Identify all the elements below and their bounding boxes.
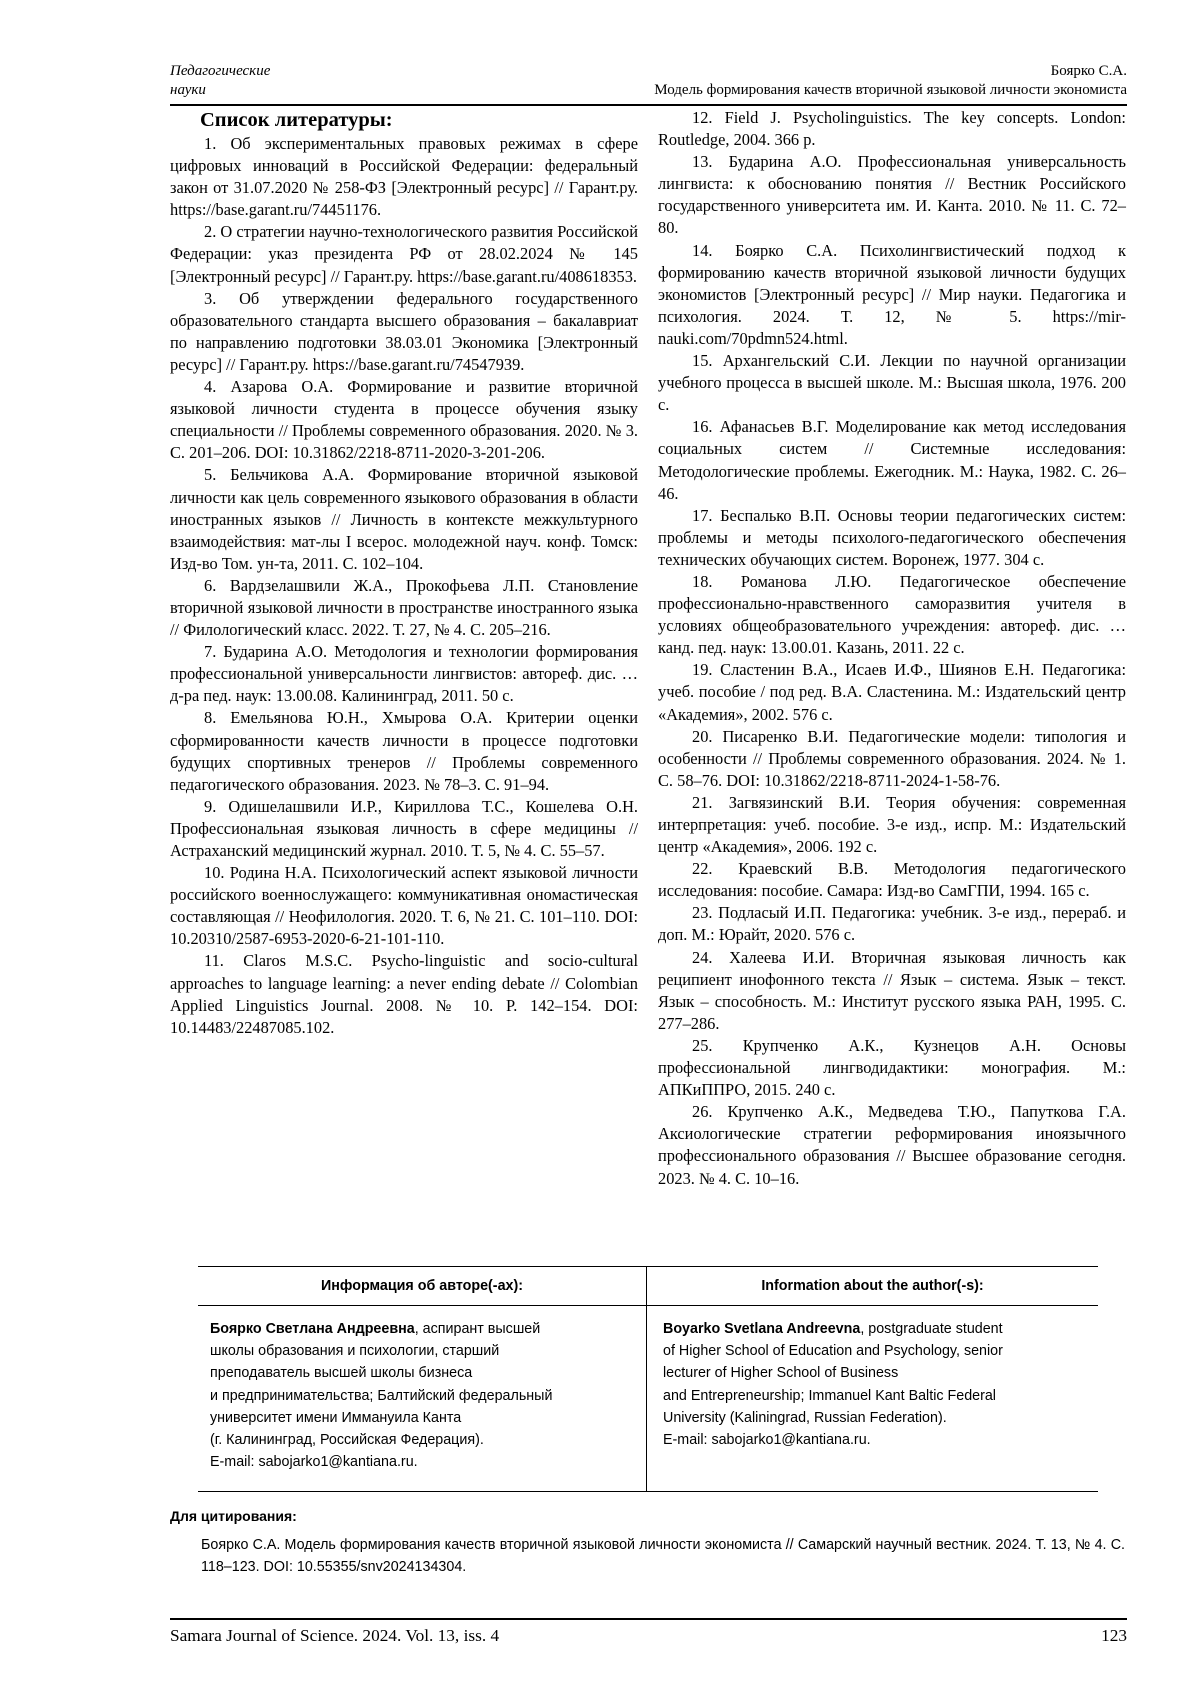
author-line: (г. Калининград, Российская Федерация). [210,1432,484,1448]
author-name-en: Boyarko Svetlana Andreevna [663,1321,860,1337]
reference-item: 15. Архангельский С.И. Лекции по научной организации учебного процесса в высшей школе. М.: Высшая школа, 1976. 200 с. [658,350,1126,416]
reference-item: 3. Об утверждении федерального государственного образовательного стандарта высшего образования – бакалавриат по направлению подготовки 38.03.01 Экономика [Электронный ресурс] // Гарант.ру. https://base.garant.ru/74547939. [170,288,638,376]
reference-item: 8. Емельянова Ю.Н., Хмырова О.А. Критерии оценки сформированности качеств личности в процессе подготовки будущих спортивных тренеров // Проблемы современного педагогического образования. 2023. № 78–3. С. 91–94. [170,707,638,795]
reference-item: 5. Бельчикова А.А. Формирование вторичной языковой личности как цель современного языкового образования в области иностранных языков // Личность в контексте межкультурного взаимодействия: мат-лы I всерос. молодежной науч. конф. Томск: Изд-во Том. ун-та, 2011. С. 102–104. [170,464,638,574]
reference-item: 22. Краевский В.В. Методология педагогического исследования: пособие. Самара: Изд-во СамГПИ, 1994. 165 с. [658,858,1126,902]
page-footer [170,1618,1127,1624]
reference-item: 12. Field J. Psycholinguistics. The key concepts. London: Routledge, 2004. 366 p. [658,107,1126,151]
author-info-heading-en: Information about the author(-s): [647,1267,1098,1305]
running-head-article-title: Модель формирования качеств вторичной языковой личности экономиста [654,81,1127,100]
running-head-right [654,62,1127,100]
running-head-author: Боярко С.А. [654,62,1127,81]
reference-item: 2. О стратегии научно-технологического развития Российской Федерации: указ президента РФ от 28.02.2024 № 145 [Электронный ресурс] // Гарант.ру. https://base.garant.ru/408618353. [170,221,638,287]
author-info-table [198,1266,1098,1492]
reference-item: 14. Боярко С.А. Психолингвистический подход к формированию качеств вторичной языковой личности будущих экономистов [Электронный ресурс] // Мир науки. Педагогика и психология. 2024. Т. 12, № 5. https://mir-nauki.com/70pdmn524.html. [658,240,1126,350]
citation-text: Боярко С.А. Модель формирования качеств вторичной языковой личности экономиста // Самарский научный вестник. 2024. Т. 13, № 4. С. 118–123. DOI: 10.55355/snv2024134304. [201,1534,1125,1578]
reference-item: 18. Романова Л.Ю. Педагогическое обеспечение профессионально-нравственного саморазвития учителя в условиях общеобразовательного учреждения: автореф. дис. … канд. пед. наук: 13.00.01. Казань, 2011. 22 с. [658,571,1126,659]
author-email-en: E-mail: sabojarko1@kantiana.ru. [663,1432,871,1448]
reference-item: 23. Подласый И.П. Педагогика: учебник. 3-е изд., перераб. и доп. М.: Юрайт, 2020. 576 с. [658,902,1126,946]
reference-item: 17. Беспалько В.П. Основы теории педагогических систем: проблемы и методы психолого-педагогического обеспечения технических обучающих систем. Воронеж, 1977. 304 с. [658,505,1126,571]
reference-item: 13. Бударина А.О. Профессиональная универсальность лингвиста: к обоснованию понятия // Вестник Российского государственного университета им. И. Канта. 2010. № 11. С. 72–80. [658,151,1126,239]
reference-item: 24. Халеева И.И. Вторичная языковая личность как реципиент инофонного текста // Язык – система. Язык – текст. Язык – способность. М.: Институт русского языка РАН, 1995. С. 277–286. [658,947,1126,1035]
reference-item: 10. Родина Н.А. Психологический аспект языковой личности российского военнослужащего: коммуникативная ономастическая составляющая // Неофилология. 2020. Т. 6, № 21. С. 101–110. DOI: 10.20310/2587-6953-2020-6-21-101-110. [170,862,638,950]
references-title: Список литературы: [200,108,393,132]
references-list-left [170,133,638,1039]
section-label: Педагогические науки [170,62,300,100]
references-list-right [658,107,1126,1190]
author-line: преподаватель высшей школы бизнеса [210,1365,472,1381]
reference-item: 1. Об экспериментальных правовых режимах в сфере цифровых инноваций в Российской Федерации: федеральный закон от 31.07.2020 № 258-ФЗ [Электронный ресурс] // Гарант.ру. https://base.garant.ru/74451176. [170,133,638,221]
table-divider-horizontal [198,1305,1098,1306]
author-line: и предпринимательства; Балтийский федеральный [210,1388,552,1404]
running-head [170,62,1127,106]
author-info-en [663,1318,1083,1451]
author-line: школы образования и психологии, старший [210,1343,499,1359]
reference-item: 21. Загвязинский В.И. Теория обучения: современная интерпретация: учеб. пособие. 3-е изд., испр. М.: Издательский центр «Академия», 2006. 192 с. [658,792,1126,858]
footer-journal: Samara Journal of Science. 2024. Vol. 13, iss. 4 [170,1624,499,1648]
author-line: университет имени Иммануила Канта [210,1410,461,1426]
running-head-section [170,62,300,100]
author-line: and Entrepreneurship; Immanuel Kant Baltic Federal [663,1388,996,1404]
reference-item: 6. Вардзелашвили Ж.А., Прокофьева Л.П. Становление вторичной языковой личности в пространстве иностранного языка // Филологический класс. 2022. Т. 27, № 4. С. 205–216. [170,575,638,641]
reference-item: 19. Сластенин В.А., Исаев И.Ф., Шиянов Е.Н. Педагогика: учеб. пособие / под ред. В.А. Сластенина. М.: Издательский центр «Академия», 2002. 576 с. [658,659,1126,725]
author-line: , аспирант высшей [415,1321,541,1337]
author-info-ru [210,1318,640,1473]
reference-item: 4. Азарова О.А. Формирование и развитие вторичной языковой личности студента в процессе обучения языку специальности // Проблемы современного образования. 2020. № 3. С. 201–206. DOI: 10.31862/2218-8711-2020-3-201-206. [170,376,638,464]
author-line: lecturer of Higher School of Business [663,1365,898,1381]
reference-item: 26. Крупченко А.К., Медведева Т.Ю., Папуткова Г.А. Аксиологические стратегии реформирования иноязычного профессионального образования // Высшее образование сегодня. 2023. № 4. С. 10–16. [658,1101,1126,1189]
author-email-ru: E-mail: sabojarko1@kantiana.ru. [210,1454,418,1470]
reference-item: 25. Крупченко А.К., Кузнецов А.Н. Основы профессиональной лингводидактики: монография. М.: АПКиППРО, 2015. 240 с. [658,1035,1126,1101]
author-line: University (Kaliningrad, Russian Federation). [663,1410,947,1426]
citation-label: Для цитирования: [170,1508,297,1524]
reference-item: 16. Афанасьев В.Г. Моделирование как метод исследования социальных систем // Системные исследования: Методологические проблемы. Ежегодник. М.: Наука, 1982. С. 26–46. [658,416,1126,504]
reference-item: 7. Бударина А.О. Методология и технологии формирования профессиональной универсальности лингвистов: автореф. дис. … д-ра пед. наук: 13.00.08. Калининград, 2011. 50 с. [170,641,638,707]
author-info-heading-ru: Информация об авторе(-ах): [198,1267,646,1305]
page-number: 123 [1101,1624,1127,1648]
author-line: of Higher School of Education and Psychology, senior [663,1343,1003,1359]
reference-item: 20. Писаренко В.И. Педагогические модели: типология и особенности // Проблемы современного образования. 2024. № 1. С. 58–76. DOI: 10.31862/2218-8711-2024-1-58-76. [658,726,1126,792]
reference-item: 11. Claros M.S.C. Psycho-linguistic and socio-cultural approaches to language learning: a never ending debate // Colombian Applied Linguistics Journal. 2008. № 10. P. 142–154. DOI: 10.14483/22487085.102. [170,950,638,1038]
reference-item: 9. Одишелашвили И.Р., Кириллова Т.С., Кошелева О.Н. Профессиональная языковая личность в сфере медицины // Астраханский медицинский журнал. 2010. Т. 5, № 4. С. 55–57. [170,796,638,862]
author-name-ru: Боярко Светлана Андреевна [210,1321,415,1337]
author-line: , postgraduate student [860,1321,1002,1337]
